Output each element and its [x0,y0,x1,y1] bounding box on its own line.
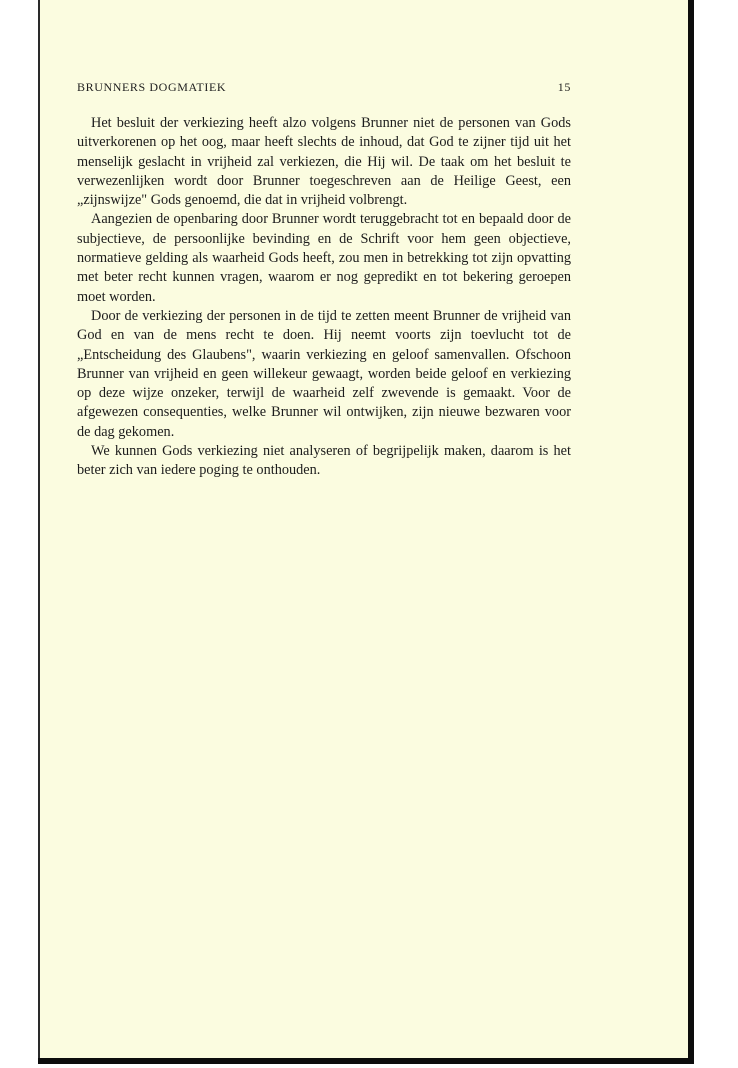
paragraph: Door de verkiezing der personen in de tijd te zetten meent Brunner de vrijheid van God en van de mens recht te doen. Hij neemt voorts zijn toevlucht tot de „Entscheidung des Glaubens", waarin verkiezing en geloof samenvallen. Ofschoon Brunner van vrijheid en geen willekeur gewaagt, worden beide geloof en verkiezing op deze wijze onzeker, terwijl de waarheid zelf zwevende is gemaakt. Voor de afgewezen consequenties, welke Brunner wil ontwijken, zijn nieuwe bezwaren voor de dag gekomen. [77,307,571,440]
page-edge-shadow-bottom [38,1058,694,1064]
page-edge-shadow-right [688,0,694,1064]
body-text [77,114,571,481]
paragraph: Het besluit der verkiezing heeft alzo volgens Brunner niet de personen van Gods uitverkorenen op het oog, maar heeft slechts de inhoud, dat God te zijner tijd uit het menselijk geslacht in vrijheid zal verkiezen, die Hij wil. De taak om het besluit te verwezenlijken wordt door Brunner toegeschreven aan de Heilige Geest, een „zijnswijze" Gods genoemd, die dat in vrijheid volbrengt. [77,115,571,209]
paragraph: We kunnen Gods verkiezing niet analyseren of begrijpelijk maken, daarom is het beter zich van iedere poging te onthouden. [77,443,571,479]
running-title: BRUNNERS DOGMATIEK [77,80,227,94]
paragraph: Aangezien de openbaring door Brunner wordt teruggebracht tot en bepaald door de subjectieve, de persoonlijke bevinding en de Schrift voor hem geen objectieve, normatieve gelding als waarheid Gods heeft, zou men in betrekking tot zijn opvatting met beter recht kunnen vragen, waarom er nog gepredikt en tot bekering geroepen moet worden. [77,211,571,305]
running-head [77,80,571,100]
page-number: 15 [557,80,571,94]
